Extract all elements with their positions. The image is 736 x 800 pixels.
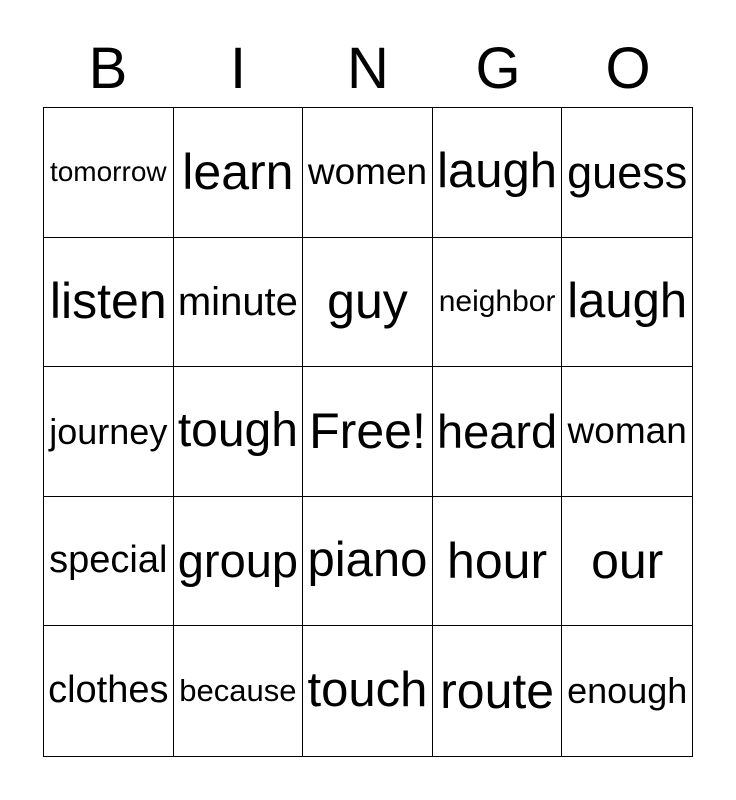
- header-letter-n: N: [347, 36, 389, 101]
- bingo-cell[interactable]: [433, 497, 563, 627]
- bingo-cell[interactable]: [44, 497, 174, 627]
- cell-word: enough: [567, 670, 688, 712]
- cell-word: group: [177, 534, 298, 588]
- free-cell[interactable]: [303, 367, 433, 497]
- bingo-cell[interactable]: [44, 238, 174, 368]
- cell-word: clothes: [48, 669, 169, 712]
- bingo-cell[interactable]: [303, 108, 433, 238]
- cell-word: minute: [177, 279, 298, 324]
- bingo-cell[interactable]: [174, 108, 304, 238]
- bingo-header: [43, 36, 693, 102]
- header-letter-o: O: [605, 36, 651, 101]
- cell-word: hour: [447, 532, 548, 589]
- cell-word: piano: [307, 533, 428, 588]
- bingo-cell[interactable]: [44, 626, 174, 756]
- header-letter-b: B: [88, 36, 128, 101]
- bingo-cell[interactable]: [174, 367, 304, 497]
- cell-word: touch: [307, 663, 428, 718]
- header-letter-i: I: [229, 36, 247, 101]
- cell-word: tomorrow: [49, 155, 167, 187]
- bingo-cell[interactable]: [174, 497, 304, 627]
- cell-word: route: [440, 662, 555, 719]
- cell-word: because: [179, 673, 297, 709]
- bingo-cell[interactable]: [562, 238, 692, 368]
- bingo-cell[interactable]: [303, 238, 433, 368]
- cell-word: special: [49, 539, 168, 582]
- cell-word: guy: [327, 273, 408, 330]
- cell-word: woman: [567, 410, 687, 452]
- bingo-cell[interactable]: [433, 108, 563, 238]
- cell-word: tough: [177, 404, 298, 458]
- bingo-cell[interactable]: [433, 367, 563, 497]
- bingo-cell[interactable]: [174, 238, 304, 368]
- bingo-cell[interactable]: [303, 497, 433, 627]
- cell-word: laugh: [567, 273, 688, 328]
- cell-word: listen: [49, 273, 167, 330]
- bingo-cell[interactable]: [174, 626, 304, 756]
- cell-word: heard: [436, 404, 558, 458]
- bingo-cell[interactable]: [303, 626, 433, 756]
- cell-word: neighbor: [438, 285, 556, 319]
- bingo-cell[interactable]: [562, 367, 692, 497]
- bingo-cell[interactable]: [433, 238, 563, 368]
- cell-word: learn: [182, 143, 294, 200]
- header-letter-g: G: [475, 36, 521, 101]
- cell-word: women: [307, 150, 428, 192]
- bingo-cell[interactable]: [562, 497, 692, 627]
- cell-word: our: [591, 532, 664, 589]
- bingo-cell[interactable]: [44, 108, 174, 238]
- bingo-cell[interactable]: [562, 626, 692, 756]
- cell-word: journey: [49, 410, 168, 452]
- cell-word: Free!: [309, 402, 426, 459]
- bingo-cell[interactable]: [433, 626, 563, 756]
- bingo-grid: [43, 107, 693, 757]
- bingo-cell[interactable]: [562, 108, 692, 238]
- bingo-cell[interactable]: [44, 367, 174, 497]
- cell-word: guess: [567, 146, 688, 198]
- cell-word: laugh: [437, 144, 558, 199]
